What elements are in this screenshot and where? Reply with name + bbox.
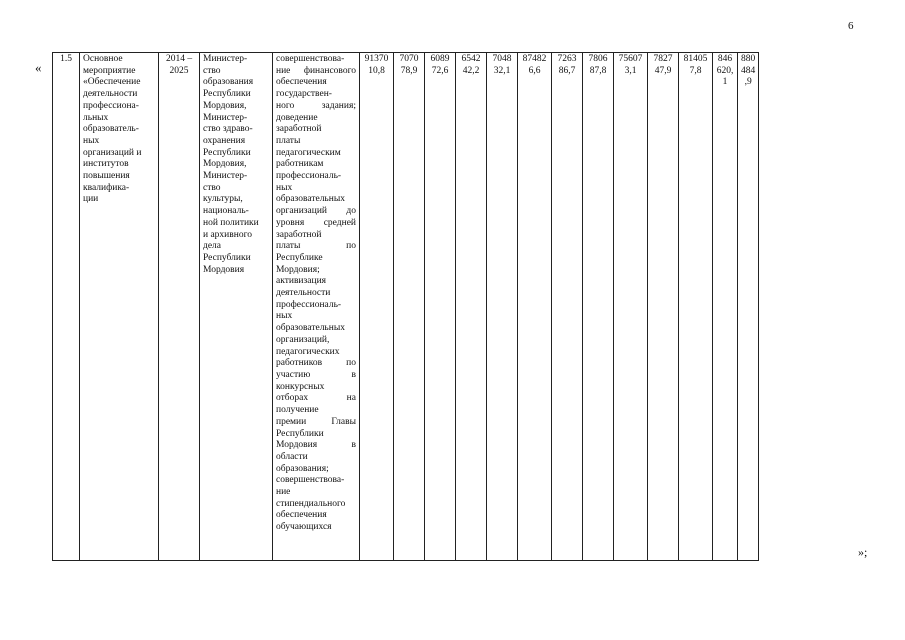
expected-result-line: образования; [276,463,329,474]
executor-line: ство здраво- [203,124,253,135]
event-name-line: квалифика- [83,182,130,193]
value-cell [456,53,487,561]
value-line: ,9 [744,77,752,88]
executor-line: культуры, [203,194,243,205]
expected-result-line: платы по [276,241,356,252]
executor-line: Мордовия, [203,159,247,170]
closing-quote-mark: »; [858,545,868,559]
value-line: 78,9 [400,65,418,76]
value-cell [583,53,614,561]
value-line: 7,8 [689,65,702,76]
executor-line: Министер- [203,171,248,182]
expected-result-line: стипендиального [276,498,346,509]
executor-line: дела [203,241,222,252]
expected-result-line: активизация [276,276,327,287]
expected-result-line: совершенствова- [276,475,345,486]
value-line: 620, [716,65,734,76]
term-line: 2025 [169,65,189,76]
value-line: 87482 [522,54,547,64]
expected-result-line: обеспечения [276,510,327,521]
expected-result-line: заработной [276,124,322,135]
expected-result-line: заработной [276,229,322,240]
executor-line: Республики [203,89,251,100]
value-line: 880 [741,54,756,64]
expected-result-line: образовательных [276,194,345,205]
value-line: 72,6 [431,65,449,76]
executor-line: ной политики [203,217,259,228]
value-line: 42,2 [462,65,480,76]
executor-line: Республики [203,147,251,158]
value-line: 7263 [557,54,577,64]
expected-result-cell [273,53,360,561]
expected-result-line: уровня средней [276,217,356,228]
expected-result-line: педагогическим [276,147,341,158]
value-line: 32,1 [493,65,511,76]
event-name-line: деятельности [83,89,138,100]
value-line: 6,6 [528,65,541,76]
expected-result-line: Мордовия; [276,264,320,275]
event-name-line: льных [83,112,109,123]
executor-line: Мордовия, [203,100,247,111]
value-line: 7048 [492,54,512,64]
expected-result-line: обучающихся [276,522,332,533]
expected-result-line: премии Главы [276,416,356,427]
event-name-line: образователь- [83,124,139,135]
event-name-line: профессиона- [83,100,139,111]
expected-result-line: доведение [276,112,318,123]
value-cell [394,53,425,561]
expected-result-line: участию в [276,369,356,380]
expected-result-line: организаций, [276,334,330,345]
row-number: 1.5 [60,54,72,64]
value-cell [518,53,552,561]
value-line: 6089 [430,54,450,64]
executor-cell [200,53,273,561]
expected-result-line: работников по [276,358,356,369]
expected-result-line: Республики [276,428,324,439]
expected-result-line: профессиональ- [276,171,342,182]
expected-result-line: совершенствова- [276,54,345,64]
value-line: 7070 [399,54,419,64]
executor-line: Мордовия [203,264,245,275]
value-line: 7827 [653,54,673,64]
value-cell [713,53,738,561]
executor-line: ство [203,65,221,76]
executor-line: ство [203,182,221,193]
expected-result-line: отборах на [276,393,356,404]
expected-result-line: получение [276,405,319,416]
table-row [53,53,759,561]
expected-result-line: государствен- [276,89,332,100]
executor-line: Республики [203,252,251,263]
executor-line: и архивного [203,229,252,240]
event-name-line: «Обеспечение [83,77,141,88]
expected-result-line: профессиональ- [276,299,342,310]
value-line: 75607 [618,54,643,64]
event-name-line: мероприятие [83,65,136,76]
event-name-line: ции [83,194,99,205]
expected-result-line: Республике [276,252,323,263]
value-line: 6542 [461,54,481,64]
expected-result-line: ние [276,487,291,498]
term-cell [159,53,200,561]
value-cell [614,53,648,561]
expected-result-line: ных [276,182,293,193]
event-name-line: организаций и [83,147,142,158]
page-number: 6 [848,20,854,32]
value-cell [360,53,394,561]
value-line: 846 [717,54,733,64]
executor-line: Министер- [203,112,248,123]
value-cell [738,53,759,561]
value-line: 87,8 [589,65,607,76]
value-cell [679,53,713,561]
executor-line: образования [203,77,254,88]
expected-result-line: образовательных [276,323,345,334]
value-line: 81405 [683,54,708,64]
value-line: 3,1 [624,65,637,76]
executor-line: Министер- [203,54,248,64]
term-line: 2014 – [165,54,193,64]
expected-result-line: Мордовия в [276,440,356,451]
expected-result-line: работникам [276,159,324,170]
expected-result-line: педагогических [276,346,340,357]
value-cell [552,53,583,561]
event-name-line: Основное [83,54,123,64]
expected-result-line: конкурсных [276,381,325,392]
value-line: 1 [722,77,728,88]
program-measures-table [52,52,759,561]
value-line: 86,7 [558,65,576,76]
event-name-cell [80,53,159,561]
event-name-line: институтов [83,159,129,170]
expected-result-line: ного задания; [276,100,356,111]
row-number-cell [53,53,80,561]
value-line: 484 [741,65,756,76]
executor-line: охранения [203,135,246,146]
value-cell [487,53,518,561]
expected-result-line: платы [276,135,301,146]
value-line: 7806 [588,54,608,64]
expected-result-line: области [276,451,308,462]
expected-result-line: организаций до [276,206,356,217]
expected-result-line: обеспечения [276,77,327,88]
expected-result-line: деятельности [276,288,331,299]
event-name-line: повышения [83,171,130,182]
value-cell [425,53,456,561]
value-line: 10,8 [368,65,385,76]
event-name-line: ных [83,135,100,146]
value-line: 47,9 [654,65,672,76]
opening-quote-mark: « [35,60,42,75]
expected-result-line: ных [276,311,293,322]
value-cell [648,53,679,561]
expected-result-line: ние финансового [276,65,356,76]
executor-line: националь- [203,206,249,217]
value-line: 91370 [364,54,389,64]
